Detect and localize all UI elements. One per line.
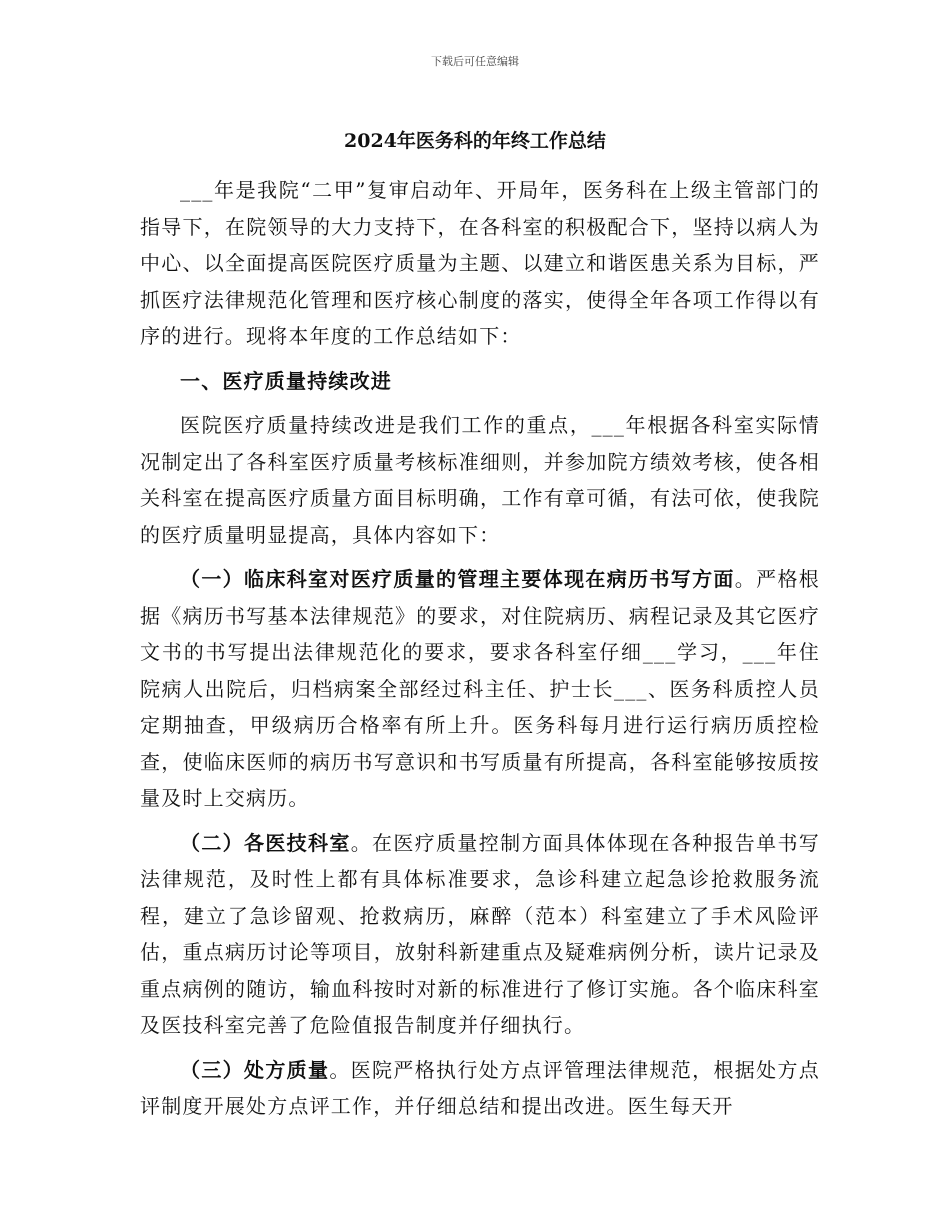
intro-paragraph: ___年是我院“二甲”复审启动年、开局年，医务科在上级主管部门的指导下，在院领导的大力支持下，在各科室的积极配合下，坚持以病人为中心、以全面提高医院医疗质量为主题、以建立和谐医患关系为目标，严抓医疗法律规范化管理和医疗核心制度的落实，使得全年各项工作得以有序的进行。现将本年度的工作总结如下： (140, 178, 820, 348)
item-text-2: 。在医疗质量控制方面具体体现在各种报告单书写法律规范，及时性上都有具体标准要求，急诊科建立起急诊抢救服务流程，建立了急诊留观、抢救病历，麻醉（范本）科室建立了手术风险评估，重点病历讨论等项目，放射科新建重点及疑难病例分析，读片记录及重点病例的随访，输血科按时对新的标准进行了修订实施。各个临床科室及医技科室完善了危险值报告制度并仔细执行。 (140, 830, 820, 1037)
item-paragraph-2 (140, 825, 820, 1044)
document-body (140, 172, 820, 1125)
section-intro-paragraph: 医院医疗质量持续改进是我们工作的重点，___年根据各科室实际情况制定出了各科室医疗质量考核标准细则，并参加院方绩效考核，使各相关科室在提高医疗质量方面目标明确，工作有章可循，有法可依，使我院的医疗质量明显提高，具体内容如下： (140, 413, 820, 547)
header-note: 下载后可任意编辑 (431, 55, 519, 68)
document-title: 2024年医务科的年终工作总结 (344, 130, 606, 152)
item-text-1: 。严格根据《病历书写基本法律规范》的要求，对住院病历、病程记录及其它医疗文书的书写提出法律规范化的要求，要求各科室仔细___学习，___年住院病人出院后，归档病案全部经过科主任、护士长___、医务科质控人员定期抽查，甲级病历合格率有所上升。医务科每月进行运行病历质控检查，使临床医师的病历书写意识和书写质量有所提高，各科室能够按质按量及时上交病历。 (140, 567, 820, 810)
item-paragraph-3 (140, 1052, 820, 1125)
item-label-3: （三）处方质量 (180, 1057, 330, 1082)
item-text-3: 。医院严格执行处方点评管理法律规范，根据处方点评制度开展处方点评工作，并仔细总结和提出改进。医生每天开 (140, 1057, 820, 1118)
item-label-1: （一）临床科室对医疗质量的管理主要体现在病历书写方面 (180, 567, 735, 591)
item-label-2: （二）各医技科室 (180, 830, 351, 855)
section-heading: 一、医疗质量持续改进 (180, 368, 392, 393)
item-paragraph-1 (140, 561, 820, 817)
